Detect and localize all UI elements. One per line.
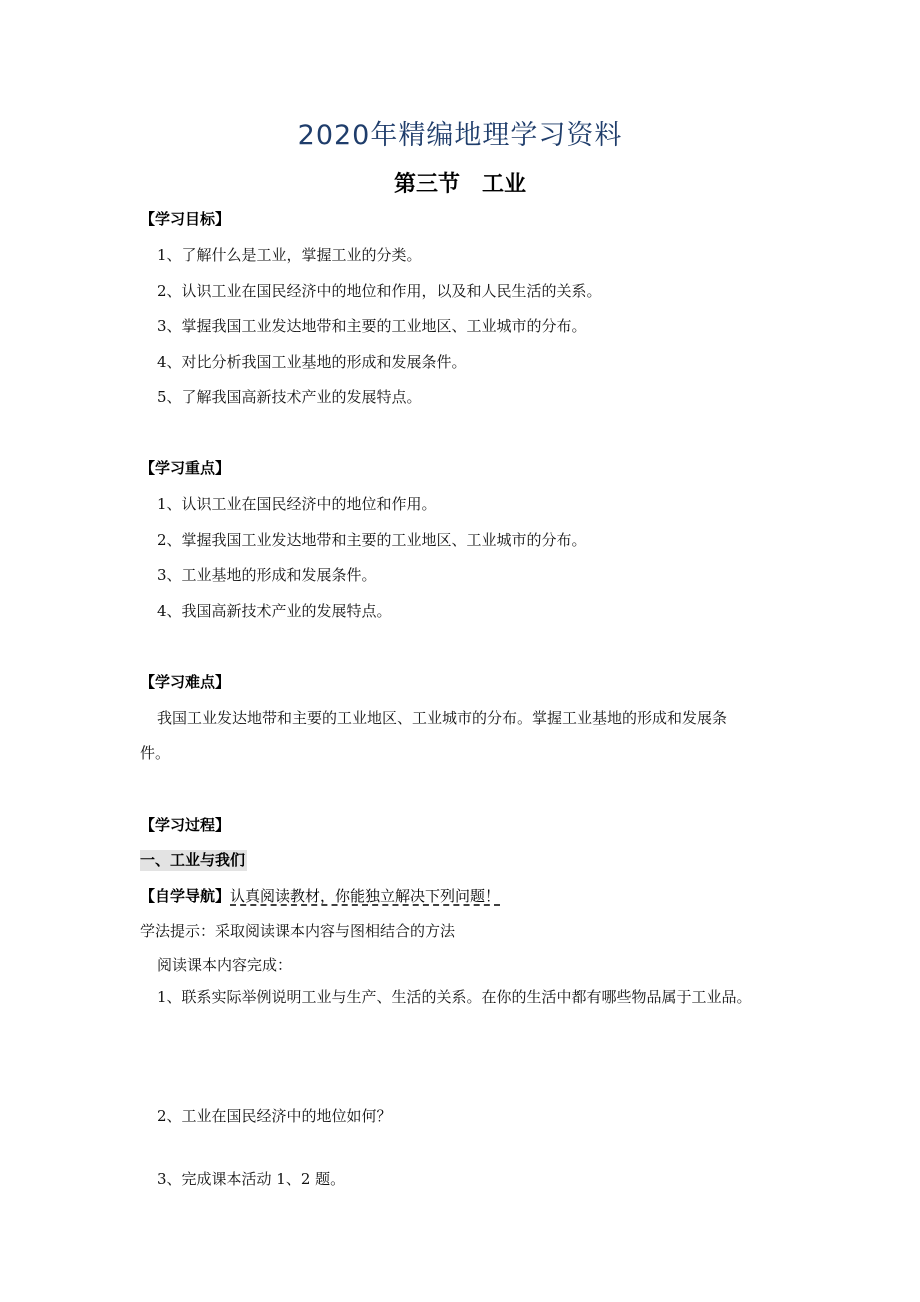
question-item: 3、完成课本活动 1、2 题。 [157, 1170, 346, 1188]
process-subheading [140, 849, 247, 870]
key-point-item: 2、掌握我国工业发达地带和主要的工业地区、工业城市的分布。 [157, 531, 587, 549]
self-study-text: 认真阅读教材，你能独立解决下列问题！ [230, 887, 501, 905]
key-points-heading: 【学习重点】 [140, 459, 231, 477]
key-point-item: 3、工业基地的形成和发展条件。 [157, 566, 377, 584]
question-item: 2、工业在国民经济中的地位如何？ [157, 1107, 392, 1125]
process-heading: 【学习过程】 [140, 816, 231, 834]
difficulties-line: 件。 [140, 744, 171, 762]
goal-item: 5、了解我国高新技术产业的发展特点。 [157, 388, 422, 406]
document-banner: 2020年精编地理学习资料 [297, 120, 623, 151]
goals-heading: 【学习目标】 [140, 210, 231, 228]
goal-item: 3、掌握我国工业发达地带和主要的工业地区、工业城市的分布。 [157, 317, 587, 335]
goal-item: 4、对比分析我国工业基地的形成和发展条件。 [157, 353, 467, 371]
self-study-row [140, 885, 500, 906]
difficulties-heading: 【学习难点】 [140, 673, 231, 691]
section-title: 第三节 工业 [393, 172, 526, 197]
goal-item: 2、认识工业在国民经济中的地位和作用，以及和人民生活的关系。 [157, 282, 602, 300]
method-tip: 学法提示：采取阅读课本内容与图相结合的方法 [140, 922, 456, 940]
read-prompt: 阅读课本内容完成： [157, 956, 293, 974]
difficulties-line: 我国工业发达地带和主要的工业地区、工业城市的分布。掌握工业基地的形成和发展条 [157, 709, 728, 727]
subheading-text: 一、工业与我们 [140, 851, 246, 869]
key-point-item: 1、认识工业在国民经济中的地位和作用。 [157, 495, 437, 513]
key-point-item: 4、我国高新技术产业的发展特点。 [157, 602, 392, 620]
goal-item: 1、了解什么是工业，掌握工业的分类。 [157, 246, 422, 264]
question-item: 1、联系实际举例说明工业与生产、生活的关系。在你的生活中都有哪些物品属于工业品。 [157, 988, 752, 1006]
self-study-label: 【自学导航】 [140, 887, 231, 905]
